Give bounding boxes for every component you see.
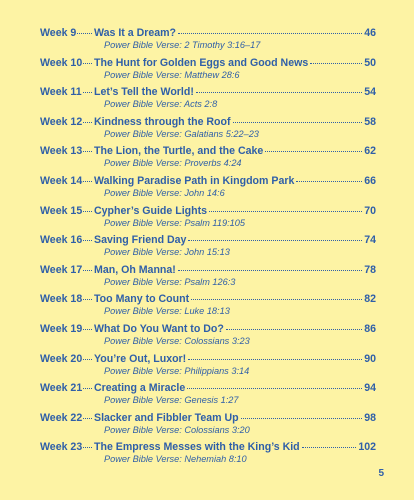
leader-dots [296, 181, 362, 182]
week-label: Week 20 [40, 352, 83, 365]
lesson-title: The Lion, the Turtle, and the Cake [94, 145, 264, 158]
toc-entry [40, 57, 376, 87]
page-ref: 102 [358, 441, 376, 454]
lesson-title: Slacker and Fibbler Team Up [94, 411, 239, 424]
leader-dots [83, 329, 92, 330]
page-ref: 54 [364, 86, 376, 99]
lesson-title: Walking Paradise Path in Kingdom Park [94, 174, 295, 187]
week-label: Week 17 [40, 263, 83, 276]
toc-entry [40, 234, 376, 264]
page-ref: 86 [364, 322, 376, 335]
toc-entry [40, 27, 376, 57]
page-ref: 98 [364, 411, 376, 424]
power-bible-verse: Power Bible Verse: Genesis 1:27 [104, 395, 239, 406]
toc-entry [40, 323, 376, 353]
week-label: Week 23 [40, 441, 83, 454]
week-label: Week 18 [40, 293, 83, 306]
leader-dots [188, 240, 362, 241]
leader-dots [310, 63, 362, 64]
lesson-title: What Do You Want to Do? [94, 322, 224, 335]
leader-dots [83, 447, 92, 448]
power-bible-verse: Power Bible Verse: Luke 18:13 [104, 306, 230, 317]
leader-dots [187, 388, 362, 389]
page-number: 5 [378, 468, 384, 479]
leader-dots [241, 418, 363, 419]
lesson-title: Saving Friend Day [94, 234, 187, 247]
power-bible-verse: Power Bible Verse: Psalm 119:105 [104, 217, 245, 228]
leader-dots [77, 33, 92, 34]
toc-entry [40, 353, 376, 383]
week-label: Week 22 [40, 411, 83, 424]
leader-dots [83, 63, 92, 64]
week-label: Week 13 [40, 145, 83, 158]
toc-entry [40, 264, 376, 294]
toc-entry [40, 145, 376, 175]
lesson-title: Creating a Miracle [94, 382, 186, 395]
leader-dots [83, 299, 92, 300]
toc-entry [40, 441, 376, 471]
leader-dots [188, 359, 362, 360]
week-label: Week 12 [40, 115, 83, 128]
power-bible-verse: Power Bible Verse: Philippians 3:14 [104, 365, 250, 376]
toc-entry [40, 116, 376, 146]
week-label: Week 11 [40, 86, 82, 99]
leader-dots [196, 92, 362, 93]
leader-dots [302, 447, 357, 448]
page-ref: 82 [364, 293, 376, 306]
leader-dots [83, 240, 92, 241]
power-bible-verse: Power Bible Verse: Galatians 5:22–23 [104, 128, 259, 139]
power-bible-verse: Power Bible Verse: Colossians 3:23 [104, 335, 250, 346]
page-ref: 66 [364, 174, 376, 187]
leader-dots [83, 270, 92, 271]
toc-entry [40, 412, 376, 442]
power-bible-verse: Power Bible Verse: Psalm 126:3 [104, 276, 236, 287]
lesson-title: Too Many to Count [94, 293, 190, 306]
lesson-title: Cypher’s Guide Lights [94, 204, 208, 217]
leader-dots [83, 359, 92, 360]
toc-entry [40, 175, 376, 205]
power-bible-verse: Power Bible Verse: Nehemiah 8:10 [104, 454, 247, 465]
lesson-title: Let’s Tell the World! [94, 86, 194, 99]
lesson-title: You’re Out, Luxor! [94, 352, 187, 365]
power-bible-verse: Power Bible Verse: Acts 2:8 [104, 99, 218, 110]
power-bible-verse: Power Bible Verse: Proverbs 4:24 [104, 158, 242, 169]
table-of-contents [40, 27, 376, 471]
week-label: Week 16 [40, 234, 83, 247]
toc-entry [40, 86, 376, 116]
page-ref: 62 [364, 145, 376, 158]
leader-dots [178, 270, 362, 271]
power-bible-verse: Power Bible Verse: Matthew 28:6 [104, 69, 240, 80]
toc-entry [40, 293, 376, 323]
leader-dots [178, 33, 362, 34]
week-label: Week 10 [40, 56, 83, 69]
page-ref: 90 [364, 352, 376, 365]
lesson-title: Kindness through the Roof [94, 115, 231, 128]
lesson-title: The Empress Messes with the King’s Kid [94, 441, 300, 454]
leader-dots [83, 418, 92, 419]
leader-dots [83, 211, 92, 212]
power-bible-verse: Power Bible Verse: 2 Timothy 3:16–17 [104, 40, 261, 50]
leader-dots [209, 211, 362, 212]
page-ref: 74 [364, 234, 376, 247]
page-ref: 46 [364, 27, 376, 39]
week-label: Week 9 [40, 27, 77, 39]
page-ref: 78 [364, 263, 376, 276]
week-label: Week 21 [40, 382, 83, 395]
week-label: Week 19 [40, 322, 83, 335]
week-label: Week 14 [40, 174, 83, 187]
power-bible-verse: Power Bible Verse: Colossians 3:20 [104, 424, 250, 435]
leader-dots [83, 388, 92, 389]
leader-dots [265, 151, 362, 152]
leader-dots [233, 122, 363, 123]
leader-dots [83, 181, 92, 182]
page-ref: 94 [364, 382, 376, 395]
toc-entry [40, 382, 376, 412]
lesson-title: Was It a Dream? [94, 27, 177, 39]
leader-dots [191, 299, 362, 300]
week-label: Week 15 [40, 204, 83, 217]
power-bible-verse: Power Bible Verse: John 15:13 [104, 247, 230, 258]
power-bible-verse: Power Bible Verse: John 14:6 [104, 187, 225, 198]
leader-dots [83, 151, 92, 152]
toc-entry [40, 205, 376, 235]
leader-dots [226, 329, 362, 330]
leader-dots [83, 92, 92, 93]
lesson-title: The Hunt for Golden Eggs and Good News [94, 56, 309, 69]
page-ref: 58 [364, 115, 376, 128]
page-ref: 70 [364, 204, 376, 217]
leader-dots [83, 122, 92, 123]
lesson-title: Man, Oh Manna! [94, 263, 176, 276]
page-ref: 50 [364, 56, 376, 69]
